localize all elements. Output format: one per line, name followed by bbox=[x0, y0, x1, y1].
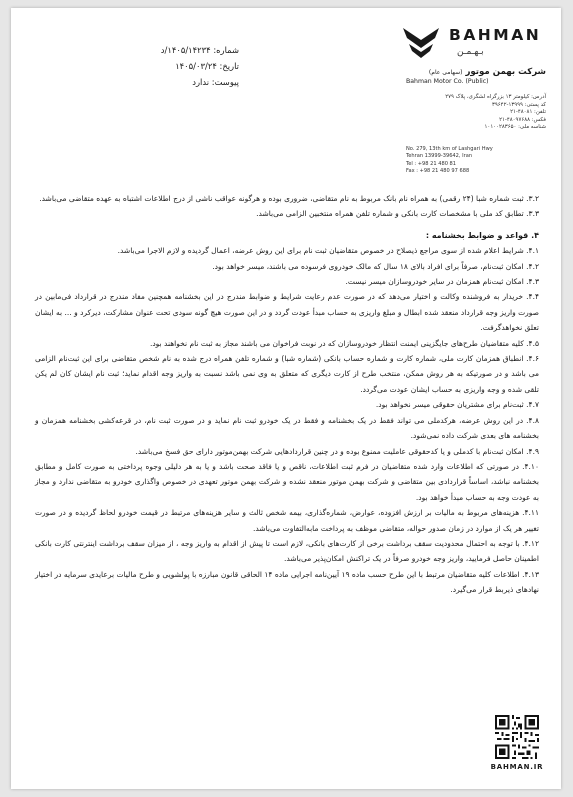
bahman-logo-icon bbox=[399, 24, 443, 62]
national-id-fa: شناسه ملی: ۱۰۱۰۰۲۸۳۶۵۰ bbox=[484, 124, 546, 131]
phone-fa: تلفن: ۴۸۰۸۱-۲۱ bbox=[510, 109, 546, 116]
list-item-4-6: ۴.۶. انطباق همزمان کارت ملی، شماره کارت و شماره حساب بانکی (شماره شبا) و شماره تلفن همراه درج شده به نام شخص متقاضی برای این ثبت‌نام الزامی می باشد و در صورتیکه به هر روش ممکن، منتخب طرح از کارت دیگری که متعلق به وی نمی باشد نسبت به واریز وجه اقدام نماید؛ ثبت نام ایشان کان لم یکن تلقی شده و وجه واریزی به حساب ایشان عودت می‌گردد. bbox=[35, 354, 539, 394]
bahman-logo bbox=[399, 22, 549, 66]
list-item-4-5: ۴.۵. کلیه متقاضیان طرح‌های جایگزینی ایمنت انتظار خودروسازان که در نوبت فراخوان می باشند مجاز به ثبت نام نخواهند بود. bbox=[149, 338, 539, 348]
list-item-4-11: ۴.۱۱. هزینه‌های مربوط به مالیات بر ارزش افزوده، عوارض، شماره‌گذاری، بیمه شخص ثالث و سایر هزینه‌های مرتبط در قیمت خودرو لحاظ گردیده و در صورت تغییر هر یک از موارد در زمان صدور حواله، متقاضی موظف به پرداخت مابه‌التفاوت می‌باشد. bbox=[35, 508, 539, 533]
qr-code-icon bbox=[495, 715, 539, 759]
letter-page bbox=[11, 8, 561, 789]
tel-en: Tel : +98 21 480 81 bbox=[406, 160, 457, 167]
letter-number bbox=[129, 42, 239, 58]
list-item-4-4: ۴.۴. خریدار به فروشنده وکالت و اختیار می‌دهد که در صورت عدم رعایت شرایط و ضوابط مندرج در این بخشنامه همچنین مفاد مندرج در قرارداد فی‌مابین در صورت واریز وجه قرارداد منعقد شده ابطال و مبلغ واریزی به حساب مبدأ عودت گردد و در این صورت هیچ گونه سودی تحت عنوان مشارکت، دیرکرد و ... به ایشان تعلق نخواهدگرفت. bbox=[35, 292, 539, 333]
list-item-4-8: ۴.۸. در این روش عرضه، هرکدملی می تواند فقط در یک بخشنامه و فقط در یک خودرو ثبت نام نماید و در صورت ثبت نام، در قرعه‌کشی بخشنامه همزمان و بخشنامه های بعدی شرکت داده نمی‌شود. bbox=[35, 415, 539, 441]
paragraph-3-3: ۳.۳. تطابق کد ملی با مشخصات کارت بانکی و شماره تلفن همراه منتخبین الزامی می‌باشد. bbox=[256, 209, 539, 219]
list-item-4-1: ۴.۱. شرایط اعلام شده از سوی مراجع ذیصلاح در خصوص متقاضیان ثبت نام برای این روش عرضه، اعمال گردیده و لازم الاجرا می‌باشد. bbox=[117, 246, 539, 256]
address-en: No. 279, 13th km of Lashgari Hwy bbox=[406, 146, 493, 152]
letter-date-value: ۱۴۰۵/۰۳/۲۴ bbox=[175, 61, 217, 71]
list-item-4-3: ۴.۳. امکان ثبت‌نام همزمان در سایر خودروسازان میسر نیست. bbox=[345, 277, 539, 287]
brand-name-fa: بـهـمـن bbox=[457, 47, 484, 57]
company-name-fa-text: شرکت بهمن موتور bbox=[465, 67, 546, 77]
company-name-fa-suffix: (سهامی عام) bbox=[428, 69, 463, 76]
letter-date-label: تاریخ: bbox=[219, 61, 239, 71]
letter-attachment bbox=[129, 74, 239, 90]
letter-number-label: شماره: bbox=[213, 45, 239, 55]
letter-date bbox=[129, 58, 239, 74]
company-name-fa bbox=[406, 67, 546, 77]
letter-attachment-label: پیوست: bbox=[211, 77, 239, 87]
letter-body bbox=[35, 191, 539, 598]
city-en: Tehran 13999-39642, Iran bbox=[406, 153, 473, 160]
website-link[interactable]: BAHMAN.IR bbox=[490, 763, 544, 771]
section-4-heading: ۴. قواعد و ضوابط بخشنامه : bbox=[425, 230, 539, 240]
contact-fa bbox=[406, 94, 546, 132]
fax-en: Fax : +98 21 480 97 688 bbox=[406, 168, 470, 175]
company-name-en: Bahman Motor Co. (Public) bbox=[406, 78, 489, 85]
letter-number-value: ۱۴۰۵/۱۴۲۳۴/د bbox=[160, 45, 211, 55]
list-item-4-7: ۴.۷. ثبت‌نام برای مشتریان حقوقی میسر نخواهد بود. bbox=[375, 400, 539, 410]
letter-meta bbox=[129, 42, 239, 90]
paragraph-3-2: ۳.۲. ثبت شماره شبا (۲۴ رقمی) به همراه نام بانک مربوط به نام متقاضی، ضروری بوده و هرگونه عواقب ناشی از درج اطلاعات اشتباه به عهده متقاضی می‌باشد. bbox=[39, 194, 539, 203]
address-fa: آدرس: کیلومتر ۱۳ بزرگراه لشگری، پلاک ۲۷۹ bbox=[445, 94, 546, 100]
brand-name-en: BAHMAN bbox=[449, 26, 542, 44]
list-item-4-13: ۴.۱۳. اطلاعات کلیه متقاضیان مرتبط با این طرح حسب ماده ۱۹ آیین‌نامه اجرایی ماده ۱۴ الحاقی قانون مبارزه با پولشویی و طرح مالیات برعایدی سرمایه در اختیار نهادهای ذیربط قرار می‌گیرد. bbox=[35, 569, 539, 595]
list-item-4-9: ۴.۹. امکان ثبت‌نام با کدملی و یا کدحقوقی عاملیت ممنوع بوده و در چنین قراردادهایی شرکت بهمن‌موتور دارای حق فسخ می‌باشد. bbox=[135, 446, 539, 456]
postal-code-fa: کد پستی: ۱۳۹۹۹-۳۹۶۴۲ bbox=[492, 101, 546, 108]
list-item-4-2: ۴.۲. امکان ثبت‌نام، صرفاً برای افراد بالای ۱۸ سال که مالک خودروی فرسوده می باشند، میسر خواهد بود. bbox=[212, 261, 539, 271]
fax-fa: فکس: ۴۸۰۹۷۶۸۸-۲۱ bbox=[499, 116, 546, 123]
contact-en bbox=[406, 146, 546, 176]
letter-attachment-value: ندارد bbox=[192, 77, 210, 87]
list-item-4-12: ۴.۱۲. با توجه به احتمال محدودیت سقف برداشت برخی از کارت‌های بانکی، لازم است تا پیش از اقدام به واریز وجه ، از میزان سقف برداشت اینترنتی کارت بانکی اطمینان حاصل فرمایید، واریز وجه خودرو صرفاً در یک تراکنش امکان‌پذیر می‌باشد. bbox=[35, 538, 539, 564]
list-item-4-10: ۴.۱۰. در صورتی که اطلاعات وارد شده متقاضیان در فرم ثبت اطلاعات، ناقص و یا فاقد صحت باشد و یا به هر دلیلی وجوه پرداختی به صورت کامل و مطابق بخشنامه نباشد، اساساً قراردادی بین متقاضی و شرکت بهمن موتور منعقد نشده و شرکت بهمن موتور تعهدی در خصوص واگذاری خودرو به متقاضی ندارد و مجاز به عودت وجه به حساب مبدأ خواهد بود. bbox=[35, 461, 539, 502]
